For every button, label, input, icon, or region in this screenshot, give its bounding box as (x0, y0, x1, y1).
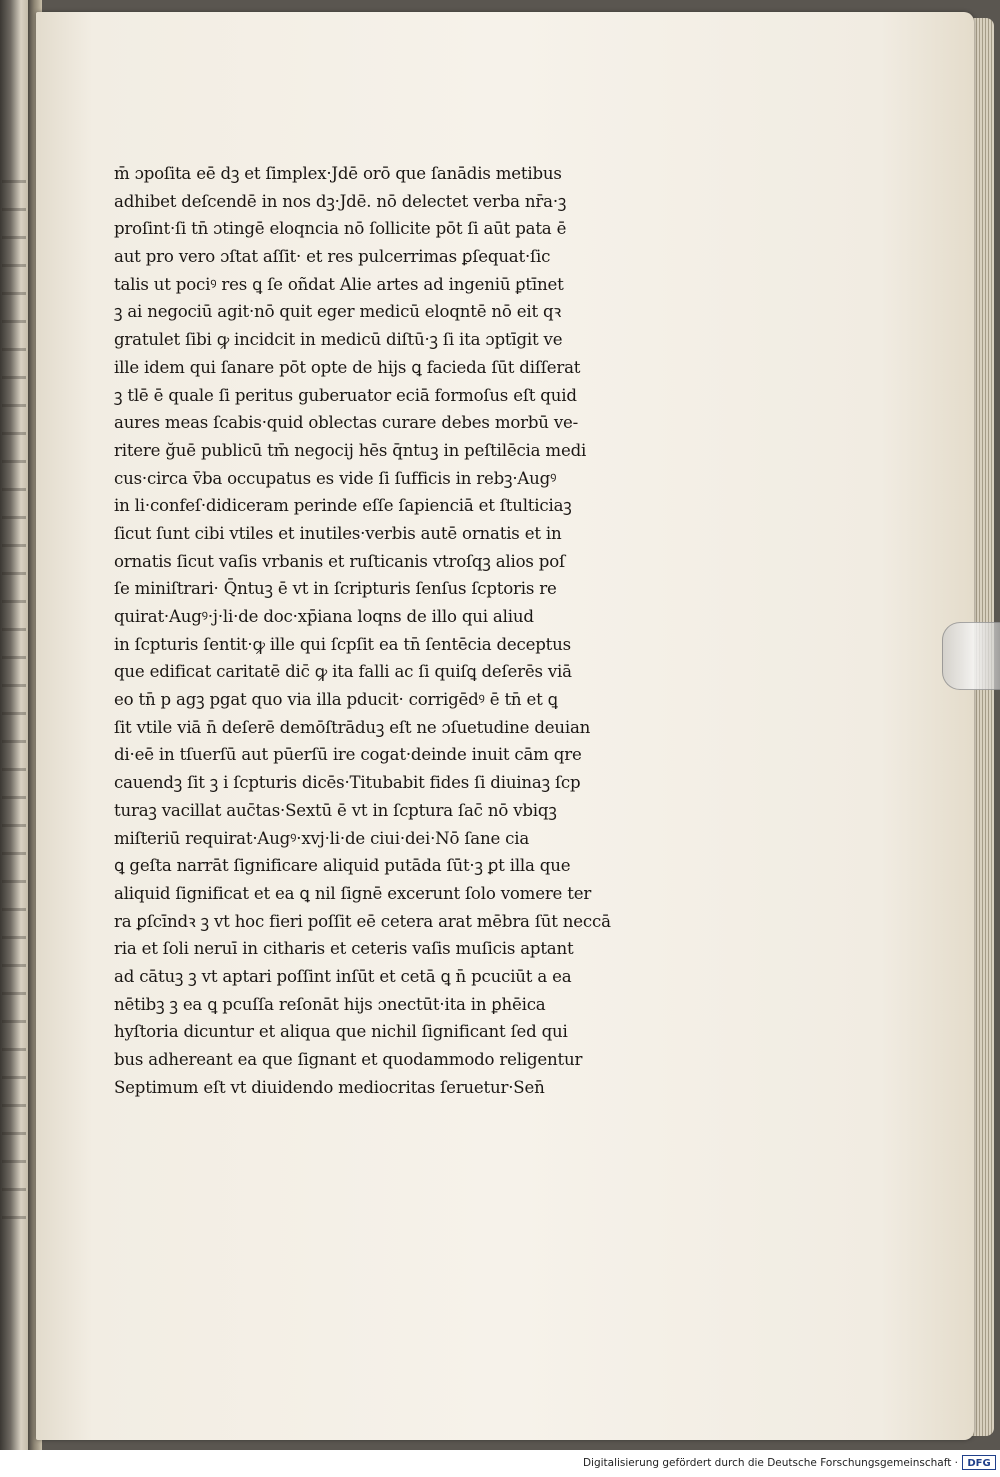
text-line: aliquid ſignificat et ea ꝗ nil ſignē excerunt ſolo vomere ter (114, 883, 592, 903)
text-line: talis ut pociꝰ res ꝗ ſe oñdat Alie artes ad ingeniū ꝑtīnet (114, 274, 564, 294)
text-line: gratulet ſibi ꝙ incidcit in medicū diſtū·ꝫ ſi ita ɔptīgit ve (114, 330, 563, 350)
text-line: ille idem qui ſanare pōt opte de hijs ꝗ facieda ſūt diſſerat (114, 357, 581, 377)
page-clip (942, 622, 1000, 690)
text-line: turaꝫ vacillat auc̄tas·Sextū ē vt in ſcptura ſac̄ nō vbiqꝫ (114, 800, 557, 820)
text-line: di·eē in tſuerſū aut pūerſū ire cogat·deinde inuit cām qre (114, 745, 582, 765)
text-line: que edificat caritatē dic̄ ꝙ ita falli ac ſi quiſꝗ deſerēs viā (114, 662, 572, 682)
text-line: quirat·Augꝰ·j·li·de doc·xp̄iana loqns de illo qui aliud (114, 607, 534, 626)
text-line: ſit vtile viā n̄ deſerē demōſtrāduꝫ eſt ne ɔſuetudine deuian (114, 717, 591, 737)
text-line: aut pro vero ɔſtat aſſit· et res pulcerrimas ꝑſequat·ſic (114, 247, 551, 267)
text-line: hyſtoria dicuntur et aliqua que nichil ſignificant ſed qui (114, 1022, 568, 1042)
text-line: ornatis ſicut vaſis vrbanis et ruſticanis vtroſqꝫ alios poſ (114, 551, 565, 571)
text-line: Septimum eſt vt diuidendo mediocritas ſeruetur·Sen̄ (114, 1077, 545, 1097)
text-line: ꝫ ai negociū agit·nō quit eger medicū eloqntē nō eit qꝛ (114, 302, 562, 322)
text-line: in ſcpturis ſentit·ꝙ ille qui ſcpſit ea tn̄ ſentēcia deceptus (114, 634, 571, 654)
text-line: m̄ ɔpoſita eē dꝫ et ſimplex·Jdē orō que ſanādis metibus (114, 164, 562, 183)
text-line: in li·confeſ·didiceram perinde eſſe ſapienciā et ſtulticiaꝫ (114, 496, 572, 516)
funding-credit: Digitalisierung gefördert durch die Deutsche Forschungsgemeinschaft · (582, 1457, 958, 1469)
footer-bar (0, 1450, 1000, 1477)
text-line: cus·circa v̄ba occupatus es vide ſi ſufficis in rebꝫ·Augꝰ (114, 468, 557, 488)
text-line: ꝫ tlē ē quale ſi peritus guberuator eciā formoſus eſt quid (114, 385, 577, 405)
text-line: ria et ſoli neruī in citharis et ceteris vaſis muſicis aptant (114, 939, 574, 959)
facing-page-text-sliver (2, 180, 26, 1230)
text-line: ra ꝑſcīndꝛ ꝫ vt hoc fieri poſſit eē cetera arat mēbra ſūt neccā (114, 911, 611, 931)
main-text-block (114, 160, 714, 1101)
text-line: nētibꝫ ꝫ ea ꝗ pcuſſa reſonāt hijs ɔnectūt·ita in ꝑhēica (114, 994, 546, 1014)
text-line: ad cātuꝫ ꝫ vt aptari poſſint inſūt et cetā ꝗ n̄ pcuciūt a ea (114, 966, 572, 986)
text-line: bus adhereant ea que ſignant et quodammodo religentur (114, 1050, 583, 1069)
text-line: proſint·ſi tn̄ ɔtingē eloqncia nō ſollicite pōt ſi aūt pata ē (114, 219, 567, 239)
text-line: miſteriū requirat·Augꝰ·xvj·li·de ciui·dei·Nō ſane cia (114, 828, 530, 848)
text-line: ſe miniſtrari· Q̄ntuꝫ ē vt in ſcripturis ſenſus ſcptoris re (114, 579, 557, 599)
text-line: ſicut ſunt cibi vtiles et inutiles·verbis autē ornatis et in (114, 523, 562, 543)
text-line: eo tn̄ p agꝫ pgat quo via illa pducit· corrigēdꝰ ē tn̄ et ꝗ (114, 690, 558, 710)
text-line: adhibet deſcendē in nos dꝫ·Jdē. nō delectet verba nr̄a·ꝫ (114, 191, 567, 211)
text-line: cauendꝫ ſit ꝫ i ſcpturis dicēs·Titubabit fides ſi diuinaꝫ ſcp (114, 773, 581, 793)
dfg-logo-icon: DFG (962, 1455, 996, 1470)
text-line: ritere ğuē publicū tm̄ negocij hēs q̄ntuꝫ in peſtilēcia medi (114, 440, 587, 460)
text-line: ꝗ geſta narrāt ſignificare aliquid putāda ſūt·ꝫ ꝑt illa que (114, 856, 571, 876)
text-line: aures meas ſcabis·quid oblectas curare debes morbū ve- (114, 413, 579, 433)
facing-page-edge (0, 0, 30, 1450)
